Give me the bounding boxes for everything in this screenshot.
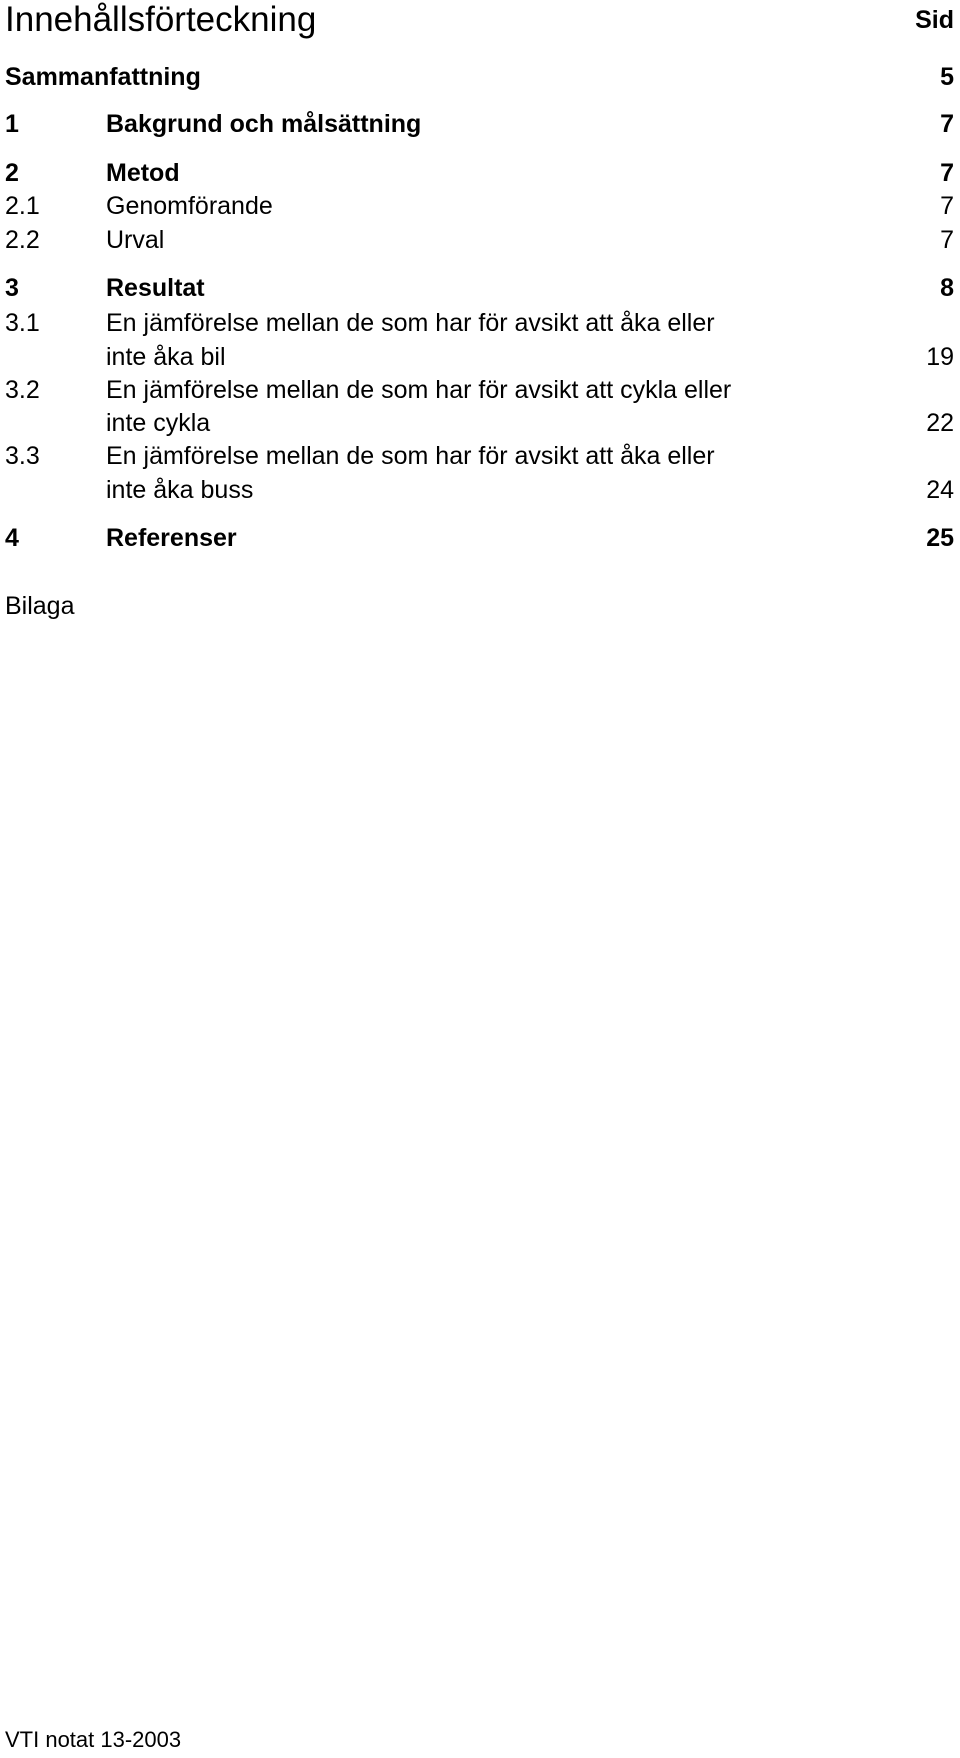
toc-entry-text-line2: inte åka buss — [106, 476, 254, 504]
toc-entry-number: 3 — [5, 274, 19, 302]
toc-entry-page: 8 — [940, 274, 954, 302]
toc-entry-page: 7 — [940, 226, 954, 254]
toc-entry-number: 2.2 — [5, 226, 40, 254]
toc-entry-text-line1: En jämförelse mellan de som har för avsikt att åka eller — [106, 309, 715, 337]
toc-entry-page: 19 — [926, 343, 954, 371]
toc-entry-number: 3.1 — [5, 309, 40, 337]
toc-entry-page: 7 — [940, 192, 954, 220]
toc-entry-text: Genomförande — [106, 192, 273, 220]
toc-entry-page: 5 — [940, 63, 954, 91]
toc-entry-number: 4 — [5, 524, 19, 552]
toc-entry-number: 3.3 — [5, 442, 40, 470]
toc-entry-text-line2: inte cykla — [106, 409, 211, 437]
toc-entry-number: 3.2 — [5, 376, 40, 404]
page-footer: VTI notat 13-2003 — [5, 1727, 182, 1752]
toc-entry-text: Sammanfattning — [5, 63, 201, 91]
toc-entry-page: 24 — [926, 476, 954, 504]
toc-entry-number: 1 — [5, 110, 19, 138]
toc-entry-text: Metod — [106, 159, 180, 187]
toc-entry-page: 25 — [926, 524, 954, 552]
page-column-label: Sid — [915, 6, 954, 34]
page-title: Innehållsförteckning — [5, 0, 317, 39]
toc-entry-page: 22 — [926, 409, 954, 437]
toc-entry-text: Urval — [106, 226, 165, 254]
toc-entry-text: Referenser — [106, 524, 237, 552]
toc-entry-text-line1: En jämförelse mellan de som har för avsikt att åka eller — [106, 442, 715, 470]
toc-entry-text-line1: En jämförelse mellan de som har för avsikt att cykla eller — [106, 376, 732, 404]
toc-entry-text: Bakgrund och målsättning — [106, 110, 422, 138]
toc-entry-text: Resultat — [106, 274, 205, 302]
toc-entry-number: 2.1 — [5, 192, 40, 220]
toc-entry-page: 7 — [940, 110, 954, 138]
toc-entry-page: 7 — [940, 159, 954, 187]
toc-entry-text-line2: inte åka bil — [106, 343, 226, 371]
toc-entry-number: 2 — [5, 159, 19, 187]
appendix-label[interactable]: Bilaga — [5, 592, 75, 620]
